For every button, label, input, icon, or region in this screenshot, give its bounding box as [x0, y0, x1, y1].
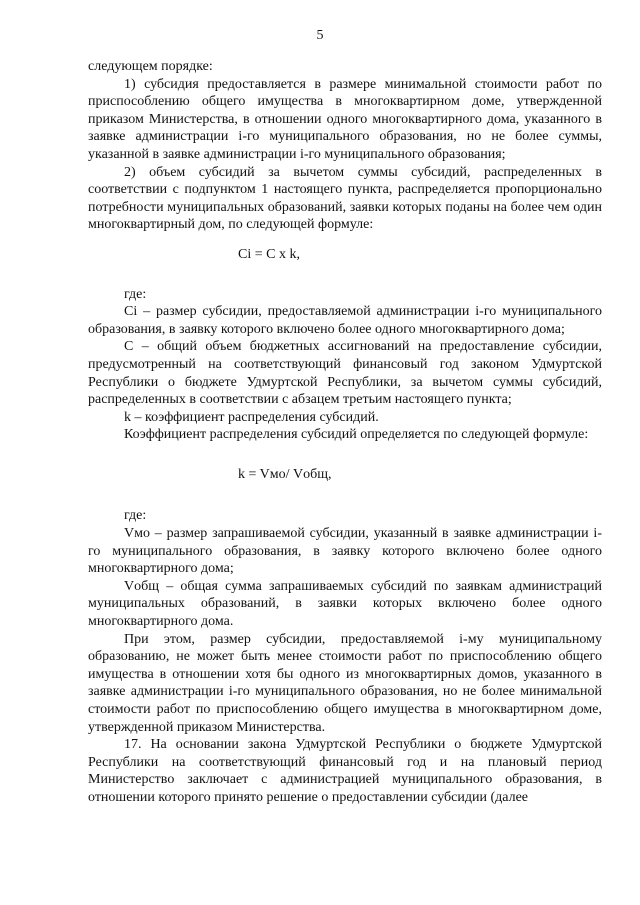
paragraph-where-2: где: [124, 508, 147, 524]
paragraph-def-ci: Ci – размер субсидии, предоставляемой администрации i-го муниципального образования, в заявку которого включено более одного многоквартирного дома; [88, 304, 602, 337]
paragraph-where-1: где: [124, 286, 147, 302]
paragraph-def-vmo: Vмо – размер запрашиваемой субсидии, указанный в заявке администрации i-го муниципального образования, в заявку которого включено более одного многоквартирного дома; [88, 526, 602, 577]
page-number: 5 [316, 28, 324, 43]
paragraph-item-1: 1) субсидия предоставляется в размере минимальной стоимости работ по приспособлению общего имущества в многоквартирном доме, утвержденной приказом Министерства, в отношении одного многоквартирного дома, указанного в заявке администрации i-го муниципального образования, но не более суммы, указанной в заявке администрации i-го муниципального образования; [88, 76, 602, 162]
paragraph-17: 17. На основании закона Удмуртской Республики о бюджете Удмуртской Республики на соответствующий финансовый год и на плановый период Министерство заключает с администрацией муниципального образования, в отношении которого принято решение о предоставлении субсидии (далее [88, 737, 602, 805]
paragraph-def-c: C – общий объем бюджетных ассигнований на предоставление субсидии, предусмотренный на соответствующий финансовый год законом Удмуртской Республики о бюджете Удмуртской Республики, за вычетом суммы субсидий, распределенных в соответствии с абзацем третьим настоящего пункта; [88, 339, 602, 408]
formula-ci: Ci = C x k, [238, 246, 300, 262]
paragraph-def-k: k – коэффициент распределения субсидий. [124, 409, 379, 425]
document-body [88, 58, 602, 807]
paragraph-coefficient: Коэффициент распределения субсидий определяется по следующей формуле: [124, 427, 589, 443]
paragraph-minimum-rule: При этом, размер субсидии, предоставляемой i-му муниципальному образованию, не может быть менее стоимости работ по приспособлению общего имущества в отношении хотя бы одного из многоквартирных домов, указанного в заявке администрации i-го муниципального образования, но не более минимальной стоимости работ по приспособлению общего имущества в многоквартирном доме, утвержденной приказом Министерства. [88, 631, 602, 735]
paragraph-def-vobsch: Vобщ – общая сумма запрашиваемых субсидий по заявкам администраций муниципальных образований, в заявки которых включено более одного многоквартирного дома. [88, 578, 602, 630]
paragraph-intro: следующем порядке: [88, 59, 213, 74]
formula-k: k = Vмо/ Vобщ, [238, 466, 332, 482]
paragraph-item-2: 2) объем субсидий за вычетом суммы субсидий, распределенных в соответствии с подпунктом 1 настоящего пункта, распределяется пропорционально потребности муниципальных образований, заявки которых поданы на более чем один многоквартирный дом, по следующей формуле: [88, 164, 602, 233]
